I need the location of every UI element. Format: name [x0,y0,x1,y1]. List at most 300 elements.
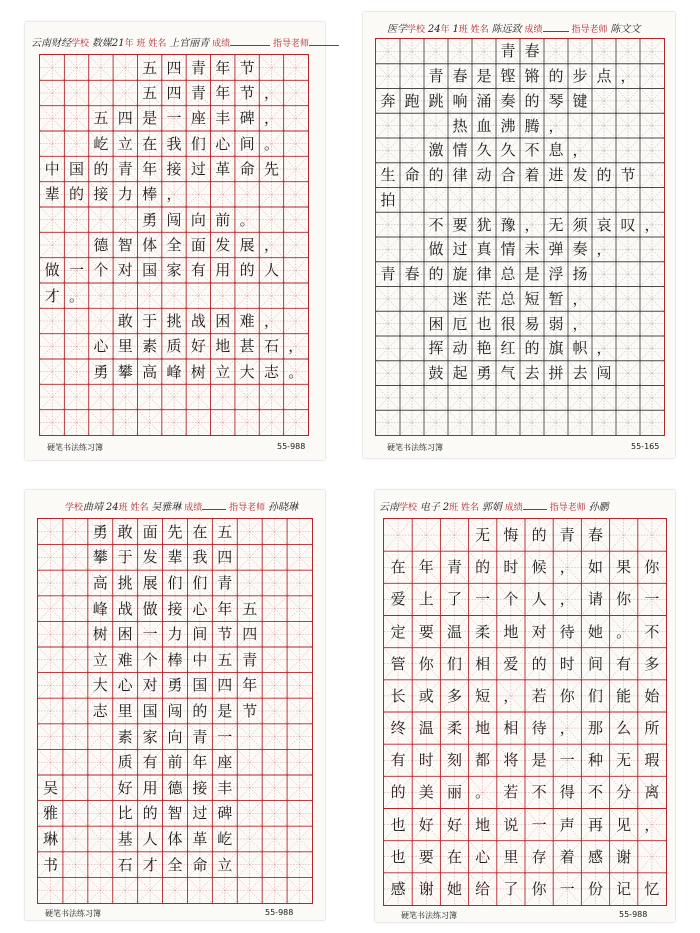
handwritten-char: 好 [117,778,133,797]
handwritten-char: 她 [446,879,462,898]
handwritten-char: 的 [531,654,547,673]
class-handwritten: 24 [427,24,441,35]
handwritten-char: 春 [404,265,420,284]
handwritten-char: 温 [446,622,462,641]
handwritten-char: 。 [288,362,304,381]
handwritten-char: 悔 [503,526,519,545]
handwritten-char: 得 [559,783,575,802]
handwritten-char: 温 [418,719,434,738]
handwritten-char: 困 [215,312,231,330]
handwritten-char: 能 [616,686,632,705]
footer-code: 55-988 [619,910,648,919]
handwritten-char: 迷 [452,289,468,308]
handwritten-char: 们 [446,654,462,673]
handwritten-char: 旗 [548,339,564,358]
handwritten-char: 面 [142,522,158,541]
handwritten-char: 于 [117,548,133,567]
handwritten-char: 接 [166,160,182,178]
handwritten-char: ， [166,185,182,204]
handwritten-char: 扬 [572,265,588,284]
handwritten-char: ， [263,236,279,254]
handwritten-char: 一 [475,590,491,609]
handwritten-char: 青 [559,526,575,545]
handwritten-char: 挥 [428,339,444,358]
handwritten-char: 青 [190,84,206,102]
handwritten-char: 是 [217,702,233,720]
handwritten-char: 不 [531,783,547,802]
handwritten-char: 全 [166,236,182,254]
school-handwritten: 云南 [379,502,399,513]
handwritten-char: 无 [548,215,564,234]
school-handwritten: 医学 [387,24,407,35]
handwritten-char: 心 [475,847,491,866]
handwritten-char: 立 [215,362,231,381]
handwritten-char: 响 [452,91,468,110]
handwritten-char: 你 [531,879,547,898]
handwritten-char: 都 [475,751,491,770]
handwritten-char: 美 [418,783,434,802]
handwritten-char: 说 [503,815,519,834]
handwritten-char: 易 [524,314,540,333]
handwritten-char: 我 [192,548,208,567]
handwritten-char: 总 [500,265,516,284]
handwritten-char: 命 [404,166,420,185]
handwritten-char: 的 [531,526,547,545]
handwritten-char: 激 [428,141,444,160]
handwritten-char: 地 [503,622,519,641]
handwritten-char: 厄 [452,314,468,333]
handwritten-char: 相 [475,654,491,673]
handwritten-char: 那 [587,719,603,738]
handwritten-char: 点 [596,67,612,86]
handwritten-char: 年 [192,753,208,772]
handwritten-char: 见 [616,815,632,834]
handwritten-char: 发 [215,236,231,254]
handwritten-char: 立 [217,855,233,874]
handwritten-char: 息 [548,141,564,160]
handwritten-char: 时 [418,751,434,770]
class-number-handwritten: 2 [442,502,450,513]
school-label: 学校 [399,503,418,513]
handwritten-char: 果 [616,558,632,577]
handwritten-char: ， [263,312,279,330]
handwritten-char: 定 [390,622,406,641]
handwritten-char: 革 [215,160,231,178]
teacher-handwritten: 陈文文 [610,24,641,35]
handwritten-char: 候 [531,558,547,577]
handwritten-char: 哀 [596,215,612,234]
handwritten-char: 做 [44,261,60,280]
handwritten-char: 地 [475,815,491,834]
handwritten-char: 也 [390,815,406,834]
handwritten-char: 过 [192,804,208,823]
name-handwritten: 吴雅琳 [151,502,182,513]
handwritten-char: 年 [215,58,231,77]
handwritten-char: 个 [142,650,158,669]
handwritten-char: 国 [69,160,85,178]
handwritten-char: 久 [500,141,516,160]
handwritten-char: 智 [167,804,183,823]
teacher-label: 指导老师 [273,39,310,49]
handwritten-char: 热 [452,116,468,135]
handwritten-char: 我 [166,134,182,153]
handwritten-char: 间 [239,134,255,153]
name-handwritten: 郭娟 [481,502,502,513]
class-label: 班 [118,503,128,513]
handwritten-char: 好 [190,337,206,356]
footer-code: 55-988 [265,908,294,917]
handwritten-char: 着 [524,166,540,185]
handwritten-char: 德 [93,236,109,254]
class-label: 班 [449,503,459,513]
handwritten-char: 着 [559,847,575,866]
handwritten-char: 五 [93,109,109,128]
handwritten-char: 志 [263,362,279,381]
handwritten-char: 情 [500,240,516,259]
handwritten-char: 地 [475,719,491,738]
handwritten-char: 一 [559,879,575,898]
handwritten-char: 心 [117,676,133,695]
handwritten-char: ， [572,289,588,308]
handwritten-char: 才 [142,855,158,874]
handwritten-char: 吴 [42,778,58,797]
writing-grid [39,54,309,436]
handwritten-char: 力 [117,185,133,204]
handwritten-char: 里 [503,847,519,866]
handwritten-char: 鼓 [428,364,444,383]
handwritten-char: 碑 [239,109,255,128]
handwritten-char: 总 [500,289,516,308]
handwritten-char: 里 [117,337,133,356]
handwritten-char: ， [559,719,575,738]
handwritten-char: 先 [263,160,279,178]
handwritten-char: 好 [446,815,462,834]
handwritten-char: 红 [500,339,516,358]
handwritten-char: 不 [524,141,540,160]
handwritten-char: 短 [475,686,491,705]
handwritten-char: 上 [418,590,434,609]
handwritten-char: 柔 [446,719,462,738]
handwritten-char: 四 [166,84,182,102]
handwritten-char: ， [620,67,636,86]
handwritten-char: 的 [390,783,406,802]
handwritten-char: 前 [167,753,183,772]
handwritten-char: 青 [446,558,462,577]
handwritten-char: 进 [548,166,564,185]
handwritten-char: 丰 [217,778,233,797]
handwritten-char: 人 [142,830,158,848]
handwritten-char: 奏 [500,91,516,110]
handwritten-char: 基 [117,830,133,848]
handwritten-char: 气 [500,364,516,383]
score-label: 成绩 [212,39,231,49]
handwritten-char: 树 [92,625,108,644]
handwritten-char: 的 [142,804,158,823]
handwritten-char: 攀 [117,362,133,381]
practice-sheet-2 [363,12,675,458]
handwritten-char: 青 [428,67,444,86]
handwritten-char: 辈 [44,185,60,204]
handwritten-char: 青 [190,58,206,77]
handwritten-char: 四 [117,109,133,128]
handwritten-char: 或 [418,686,434,705]
handwritten-char: 青 [117,160,133,178]
handwritten-char: 峰 [166,362,182,381]
handwritten-char: 很 [500,314,516,333]
teacher-label: 指导老师 [571,25,608,35]
handwritten-char: 接 [192,778,208,797]
handwritten-char: 座 [190,109,206,128]
handwritten-char: 年 [242,676,258,695]
handwritten-char: 丽 [446,783,462,802]
handwritten-char: 心 [215,134,231,153]
handwritten-char: 做 [142,599,158,618]
handwritten-char: 先 [167,522,183,541]
handwritten-char: 青 [500,42,516,61]
handwritten-char: 心 [93,337,109,356]
handwritten-char: 是 [524,265,540,284]
handwritten-char: 闯 [596,364,612,383]
handwritten-char: 人 [263,261,279,280]
handwritten-char: 青 [242,650,258,669]
handwritten-char: 一 [69,261,85,280]
handwritten-char: 过 [190,160,206,178]
name-handwritten: 陈远致 [491,24,522,35]
handwritten-char: 在 [142,134,158,153]
handwritten-char: 去 [572,364,588,383]
handwritten-char: 份 [587,879,603,898]
handwritten-char: 暂 [548,289,564,308]
handwritten-char: 无 [616,751,632,770]
handwritten-char: 春 [452,67,468,86]
handwritten-char: 键 [572,91,588,110]
handwritten-char: 心 [192,599,208,618]
handwritten-char: ， [559,558,575,577]
handwritten-char: 立 [92,650,108,669]
handwritten-char: 拼 [548,364,564,383]
class-handwritten: 电子 [419,502,440,513]
handwritten-char: 辈 [167,548,183,567]
handwritten-char: 。 [69,286,85,305]
handwritten-char: 一 [644,590,660,609]
handwritten-char: 展 [239,236,255,254]
school-label: 学校 [407,25,426,35]
handwritten-char: 感 [390,879,406,898]
handwritten-char: 展 [142,574,158,592]
handwritten-char: 攀 [92,548,108,567]
handwritten-char: 大 [92,676,108,695]
name-label: 姓名 [461,503,480,513]
handwritten-char: 树 [190,362,206,381]
handwritten-char: ， [596,339,612,358]
handwritten-char: 节 [217,625,233,644]
sheet-header [31,34,325,49]
handwritten-char: 碑 [217,804,233,823]
handwritten-char: 一 [166,109,182,128]
handwritten-char: 一 [217,727,233,746]
handwritten-char: 跑 [404,91,420,110]
handwritten-char: 全 [167,855,183,874]
handwritten-char: 血 [476,116,492,135]
handwritten-char: 于 [142,312,158,330]
practice-sheet-3 [25,490,325,920]
handwritten-char: 对 [117,261,133,280]
handwritten-char: 的 [239,261,255,280]
handwritten-char: 声 [559,815,575,834]
handwritten-char: 感 [587,847,603,866]
handwritten-char: 柔 [475,622,491,641]
handwritten-char: 国 [142,261,158,280]
handwritten-char: 不 [428,215,444,234]
handwritten-char: 立 [117,134,133,153]
handwritten-char: 离 [644,783,660,802]
handwritten-char: 生 [380,166,396,185]
handwritten-char: 五 [142,58,158,77]
handwritten-char: 峰 [92,599,108,618]
footer-code: 55-988 [277,442,306,451]
handwritten-char: 困 [428,314,444,333]
handwritten-char: 个 [93,261,109,280]
handwritten-char: 战 [117,599,133,618]
handwritten-char: 用 [142,778,158,797]
handwritten-char: 四 [217,676,233,695]
handwritten-char: 须 [572,215,588,234]
handwritten-char: 敢 [117,522,133,541]
handwritten-char: 家 [142,727,158,746]
handwritten-char: 谢 [616,847,632,866]
school-label: 学校 [65,503,84,513]
handwritten-char: 节 [239,58,255,77]
handwritten-char: 石 [117,855,133,874]
sheet-header [387,20,675,35]
name-handwritten: 上官丽青 [169,38,210,49]
handwritten-char: 锵 [524,67,540,86]
handwritten-char: 待 [559,622,575,641]
handwritten-char: 未 [524,240,540,259]
handwritten-char: 个 [503,590,519,609]
handwritten-char: 弹 [548,240,564,259]
handwritten-char: 弱 [548,314,564,333]
handwritten-char: 要 [418,622,434,641]
handwritten-char: 石 [263,337,279,356]
handwritten-char: 向 [167,727,183,746]
handwritten-char: 相 [503,719,519,738]
handwritten-char: 勇 [142,210,158,229]
footer-code: 55-165 [631,442,660,451]
handwritten-char: 起 [452,364,468,383]
handwritten-char: 始 [644,686,660,705]
handwritten-char: 质 [166,337,182,356]
footer-title: 硬笔书法练习簿 [47,443,103,452]
handwritten-char: 动 [476,166,492,185]
handwritten-char: 要 [452,215,468,234]
handwritten-char: 甚 [239,337,255,356]
handwritten-char: 的 [475,558,491,577]
handwritten-char: 好 [418,815,434,834]
handwritten-char: 时 [559,654,575,673]
handwritten-char: 年 [418,558,434,577]
handwritten-char: 五 [217,522,233,541]
handwritten-char: 闯 [167,702,183,720]
handwritten-char: 面 [190,236,206,254]
handwritten-char: 了 [446,590,462,609]
writing-grid [375,38,665,436]
handwritten-char: 命 [239,160,255,178]
score-label: 成绩 [524,25,543,35]
handwritten-char: 节 [239,84,255,102]
handwritten-char: 高 [92,574,108,592]
handwritten-char: 家 [166,261,182,280]
handwritten-char: 你 [644,558,660,577]
handwritten-char: 在 [192,522,208,541]
handwritten-char: 爱 [503,654,519,673]
handwritten-char: 勇 [167,676,183,695]
class-number-handwritten: 1 [452,24,459,35]
handwritten-char: 间 [192,625,208,644]
handwritten-char: 她 [587,622,603,641]
teacher-label: 指导老师 [549,503,586,513]
handwritten-char: 的 [548,67,564,86]
handwritten-char: 再 [587,815,603,834]
handwritten-char: 叹 [620,215,636,234]
handwritten-char: 丰 [215,109,231,128]
handwritten-char: 所 [644,719,660,738]
handwritten-char: 律 [452,166,468,185]
footer-title: 硬笔书法练习簿 [387,443,443,452]
handwritten-char: 五 [242,599,258,618]
handwritten-char: 一 [531,815,547,834]
handwritten-char: 向 [190,210,206,229]
handwritten-char: 也 [390,847,406,866]
teacher-label: 指导老师 [229,503,266,513]
handwritten-char: 过 [452,240,468,259]
handwritten-char: 勇 [476,364,492,383]
name-label: 姓名 [470,25,489,35]
handwritten-char: 接 [167,599,183,618]
handwritten-char: 动 [452,339,468,358]
handwritten-char: 铿 [500,67,516,86]
handwritten-char: 挑 [166,312,182,330]
handwritten-char: 有 [390,751,406,770]
handwritten-char: 有 [190,261,206,280]
handwritten-char: 律 [476,265,492,284]
handwritten-char: 素 [117,727,133,746]
handwritten-char: 沸 [500,116,516,135]
handwritten-char: 勇 [92,522,108,541]
handwritten-char: 国 [142,702,158,720]
handwritten-char: 地 [215,337,231,356]
handwritten-char: ， [524,215,540,234]
handwritten-char: ， [548,116,564,135]
handwritten-char: 德 [167,778,183,797]
handwritten-char: 记 [616,879,632,898]
handwritten-char: 若 [531,686,547,705]
handwritten-char: ， [572,314,588,333]
handwritten-char: 节 [620,166,636,185]
handwritten-char: 。 [239,210,255,229]
handwritten-char: 请 [587,590,603,609]
handwritten-char: 是 [531,751,547,770]
class-label: 年 [440,25,450,35]
handwritten-char: 跳 [428,91,444,110]
class-label-2: 班 [458,25,468,35]
handwritten-char: 春 [524,42,540,61]
footer-title: 硬笔书法练习簿 [401,911,457,920]
handwritten-char: 刻 [446,751,462,770]
practice-sheet-1 [25,22,325,460]
handwritten-char: 志 [92,702,108,720]
sheet-header [65,498,325,513]
